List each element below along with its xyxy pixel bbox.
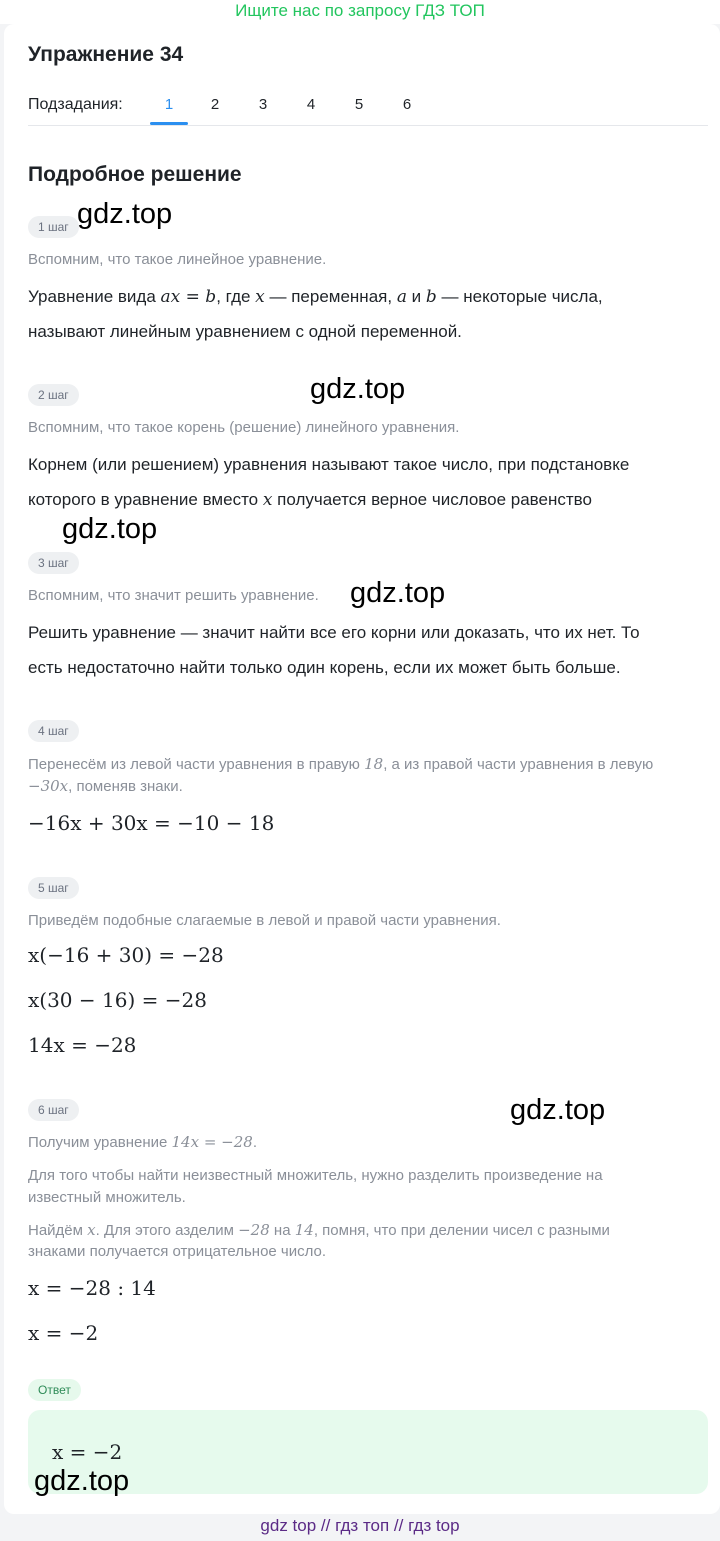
watermark: gdz.top	[77, 198, 173, 230]
step-badge-3: 3 шаг	[28, 552, 79, 574]
watermark: gdz.top	[350, 577, 446, 609]
step-4-equation-1: −16x + 30x = −10 − 18	[28, 811, 275, 835]
subtask-tab-3[interactable]: 3	[258, 96, 268, 113]
step-5-equation-1: x(−16 + 30) = −28	[28, 943, 224, 967]
watermark: gdz.top	[34, 1465, 130, 1497]
exercise-title: Упражнение 34	[28, 43, 184, 66]
subtask-tab-5[interactable]: 5	[354, 96, 364, 113]
step-2-text-line-1: Корнем (или решением) уравнения называют такое число, при подстановке	[28, 455, 630, 474]
step-3-text-line-2: есть недостаточно найти только один корень, если их может быть больше.	[28, 658, 621, 677]
step-4-hint-line-2: −30x, поменяв знаки.	[28, 777, 183, 795]
step-5-equation-2: x(30 − 16) = −28	[28, 988, 207, 1012]
watermark: gdz.top	[62, 513, 158, 545]
subtasks-label: Подзадания:	[28, 96, 123, 113]
step-badge-6: 6 шаг	[28, 1099, 79, 1121]
step-2-text-line-2: которого в уравнение вместо x получается верное числовое равенство	[28, 490, 592, 510]
step-2-hint: Вспомним, что такое корень (решение) линейного уравнения.	[28, 419, 460, 436]
step-6-hint-2: Для того чтобы найти неизвестный множитель, нужно разделить произведение на известный множитель.	[28, 1167, 603, 1206]
step-6-equation-1: x = −28 : 14	[28, 1276, 156, 1300]
step-3-text-line-1: Решить уравнение — значит найти все его корни или доказать, что их нет. То	[28, 623, 640, 642]
step-badge-4: 4 шаг	[28, 720, 79, 742]
step-5-equation-3: 14x = −28	[28, 1033, 137, 1057]
step-6-equation-2: x = −2	[28, 1321, 99, 1345]
footer-links[interactable]: gdz top // гдз топ // гдз top	[260, 1516, 460, 1535]
step-6-hint-1: Получим уравнение 14x = −28.	[28, 1133, 257, 1151]
subtask-tab-4[interactable]: 4	[306, 96, 316, 113]
subtask-tab-1[interactable]: 1	[164, 96, 174, 113]
step-badge-2: 2 шаг	[28, 384, 79, 406]
step-3-hint: Вспомним, что значит решить уравнение.	[28, 587, 319, 604]
step-badge-1: 1 шаг	[28, 216, 79, 238]
step-1-hint: Вспомним, что такое линейное уравнение.	[28, 251, 327, 268]
step-5-hint: Приведём подобные слагаемые в левой и правой части уравнения.	[28, 912, 501, 929]
answer-badge: Ответ	[28, 1379, 81, 1401]
step-badge-5: 5 шаг	[28, 877, 79, 899]
subtask-tab-2[interactable]: 2	[210, 96, 220, 113]
step-1-text-line-2: называют линейным уравнением с одной переменной.	[28, 322, 462, 341]
answer-box	[28, 1410, 708, 1494]
answer-value: x = −2	[52, 1440, 123, 1464]
tabs-divider	[28, 125, 708, 126]
top-banner: Ищите нас по запросу ГДЗ ТОП	[0, 0, 720, 24]
step-6-hint-3-line-2: знаками получается отрицательное число.	[28, 1243, 327, 1260]
step-4-hint-line-1: Перенесём из левой части уравнения в правую 18, а из правой части уравнения в левую	[28, 755, 654, 773]
solution-title: Подробное решение	[28, 163, 242, 186]
step-6-hint-3-line-1: Найдём x. Для этого азделим −28 на 14, помня, что при делении чисел с разными	[28, 1221, 610, 1239]
step-1-text-line-1: Уравнение вида ax = b, где x — переменная, a и b — некоторые числа,	[28, 287, 603, 307]
subtask-tab-6[interactable]: 6	[402, 96, 412, 113]
watermark: gdz.top	[510, 1094, 606, 1126]
watermark: gdz.top	[310, 373, 406, 405]
